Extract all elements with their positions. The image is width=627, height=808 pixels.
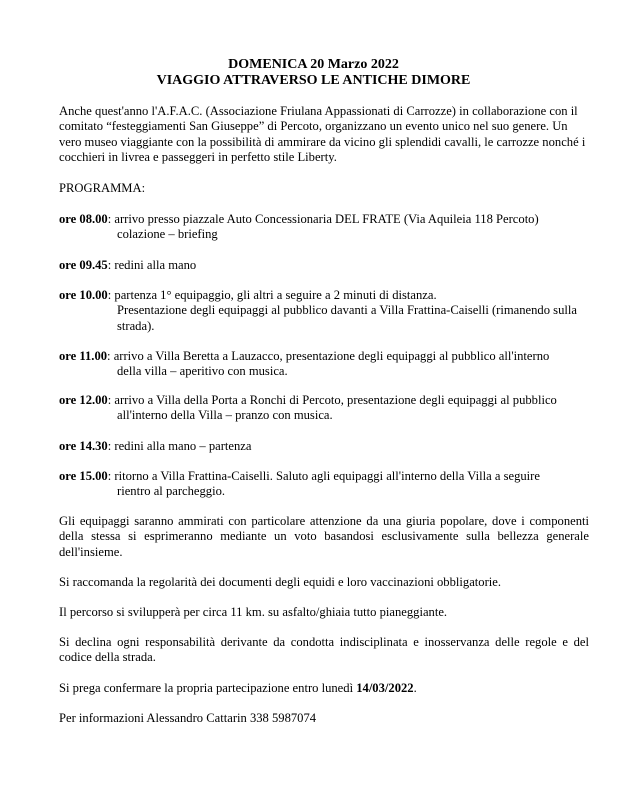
program-item: ore 14.30: redini alla mano – partenza bbox=[59, 439, 252, 453]
confirm-date: 14/03/2022 bbox=[356, 681, 414, 695]
program-text: redini alla mano – partenza bbox=[114, 439, 252, 453]
confirm-text: Si prega confermare la propria partecipazione entro lunedì bbox=[59, 681, 357, 695]
program-continuation: colazione – briefing bbox=[117, 227, 218, 242]
confirm-paragraph bbox=[59, 681, 589, 696]
program-time: ore 10.00 bbox=[59, 288, 108, 302]
event-name-title: VIAGGIO ATTRAVERSO LE ANTICHE DIMORE bbox=[156, 73, 471, 88]
program-text: ritorno a Villa Frattina-Caiselli. Saluto agli equipaggi all'interno della Villa a seguire bbox=[114, 469, 540, 483]
program-continuation: Presentazione degli equipaggi al pubblico davanti a Villa Frattina-Caiselli (rimanendo sulla strada). bbox=[117, 303, 577, 333]
giuria-paragraph: Gli equipaggi saranno ammirati con particolare attenzione da una giuria popolare, dove i componenti della stessa si esprimeranno mediante un voto basandosi esclusivamente sulla bellezza generale dell'insieme. bbox=[59, 514, 589, 559]
program-item: ore 10.00: partenza 1° equipaggio, gli altri a seguire a 2 minuti di distanza. Presentazione degli equipaggi al pubblico davanti a Villa Frattina-Caiselli (rimanendo sulla strada). bbox=[59, 288, 589, 334]
program-item: ore 09.45: redini alla mano bbox=[59, 258, 197, 272]
documenti-paragraph: Si raccomanda la regolarità dei documenti degli equidi e loro vaccinazioni obbligatorie. bbox=[59, 575, 502, 589]
program-text: arrivo a Villa Beretta a Lauzacco, presentazione degli equipaggi al pubblico all'interno bbox=[113, 349, 550, 363]
program-time: ore 09.45 bbox=[59, 258, 108, 272]
confirm-suffix: . bbox=[413, 681, 417, 695]
intro-paragraph: Anche quest'anno l'A.F.A.C. (Associazione Friulana Appassionati di Carrozze) in collaborazione con il comitato “festeggiamenti San Giuseppe” di Percoto, organizzano un evento unico nel suo genere. Un vero museo viaggiante con la possibilità di ammirare da vicino gli splendidi cavalli, le carrozze nonché i cocchieri in livrea e passeggeri in perfetto stile Liberty. bbox=[59, 104, 586, 164]
percorso-paragraph: Il percorso si svilupperà per circa 11 km. su asfalto/ghiaia tutto pianeggiante. bbox=[59, 605, 448, 619]
program-time: ore 12.00 bbox=[59, 393, 108, 407]
program-continuation: rientro al parcheggio. bbox=[117, 484, 226, 499]
program-time: ore 15.00 bbox=[59, 469, 108, 483]
program-text: redini alla mano bbox=[114, 258, 197, 272]
program-item: ore 08.00: arrivo presso piazzale Auto Concessionaria DEL FRATE (Via Aquileia 118 Percoto) colazione – briefing bbox=[59, 212, 589, 243]
program-text: arrivo presso piazzale Auto Concessionaria DEL FRATE (Via Aquileia 118 Percoto) bbox=[114, 212, 539, 226]
info-paragraph: Per informazioni Alessandro Cattarin 338 5987074 bbox=[59, 711, 317, 725]
program-item: ore 11.00: arrivo a Villa Beretta a Lauzacco, presentazione degli equipaggi al pubblico all'interno della villa – aperitivo con musica. bbox=[59, 349, 589, 380]
program-time: ore 14.30 bbox=[59, 439, 108, 453]
program-continuation: all'interno della Villa – pranzo con musica. bbox=[117, 408, 333, 423]
program-text: partenza 1° equipaggio, gli altri a seguire a 2 minuti di distanza. bbox=[114, 288, 437, 302]
programma-heading: PROGRAMMA: bbox=[59, 181, 146, 195]
program-text: arrivo a Villa della Porta a Ronchi di Percoto, presentazione degli equipaggi al pubblico bbox=[114, 393, 557, 407]
program-time: ore 11.00 bbox=[59, 349, 108, 363]
responsabilita-paragraph: Si declina ogni responsabilità derivante da condotta indisciplinata e inosservanza delle regole e del codice della strada. bbox=[59, 635, 589, 665]
program-item: ore 15.00: ritorno a Villa Frattina-Caiselli. Saluto agli equipaggi all'interno della Villa a seguire rientro al parcheggio. bbox=[59, 469, 589, 500]
program-item: ore 12.00: arrivo a Villa della Porta a Ronchi di Percoto, presentazione degli equipaggi al pubblico all'interno della Villa – pranzo con musica. bbox=[59, 393, 589, 424]
program-time: ore 08.00 bbox=[59, 212, 108, 226]
event-date-title: DOMENICA 20 Marzo 2022 bbox=[228, 57, 399, 72]
program-continuation: della villa – aperitivo con musica. bbox=[117, 364, 288, 379]
